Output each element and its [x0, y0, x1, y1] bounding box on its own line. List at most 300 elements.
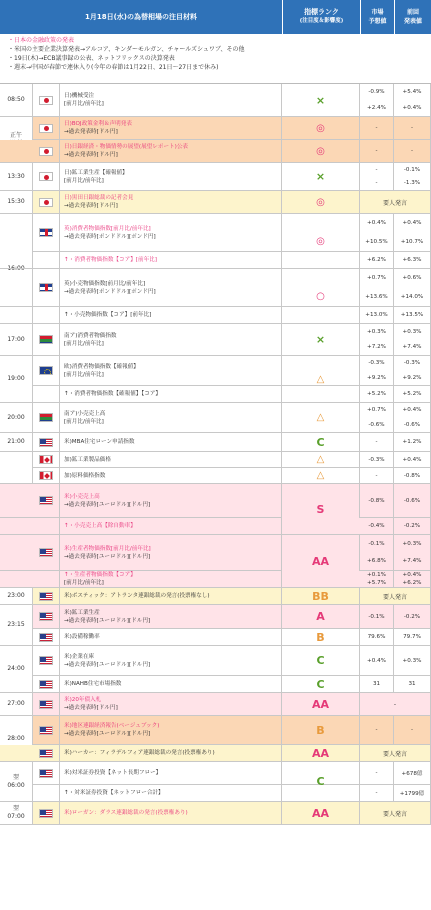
forecast-value: +6.2% [367, 257, 386, 263]
flag-cell [33, 802, 60, 825]
forecast-value: - [375, 148, 378, 154]
event-cell [60, 84, 282, 116]
flag-cell [33, 452, 60, 468]
note-line: ・日本の金融政策の発表 [8, 37, 75, 44]
previous-value: +6.2% [402, 580, 422, 586]
forecast-value: +13.0% [365, 312, 388, 318]
previous-value: -0.1% [403, 166, 421, 173]
forecast-value: - [375, 472, 378, 479]
previous-cell [394, 785, 431, 801]
forecast-value: -0.6% [368, 421, 385, 428]
previous-cell [394, 214, 431, 251]
previous-value: 31 [408, 681, 416, 687]
table-row [0, 84, 431, 117]
event-cell [60, 452, 282, 467]
event-line: 米)ボスティック：アトランタ連銀総裁の発言(投票権なし) [64, 593, 210, 599]
rank-badge: ◎ [282, 140, 360, 163]
flag-cell [33, 571, 60, 588]
event-cell [60, 433, 282, 451]
forecast-value: +0.4% [367, 657, 386, 664]
table-row [0, 356, 431, 386]
table-row [0, 646, 431, 676]
forecast-cell [360, 452, 394, 467]
previous-cell [394, 324, 431, 355]
forecast-value: -0.8% [368, 497, 385, 504]
forecast-value: - [375, 790, 378, 796]
time-cell: 16:00 [0, 214, 33, 324]
event-cell [60, 745, 282, 761]
jp-flag-icon [39, 124, 53, 133]
event-line: 加)原料価格指数 [64, 472, 106, 479]
event-cell [60, 693, 282, 715]
rank-badge: △ [282, 403, 360, 433]
time-cell: 17:00 [0, 324, 33, 356]
flag-cell [33, 716, 60, 745]
time-cell: 21:00 [0, 433, 33, 452]
event-line: 英)消費者物価指数[前月比/前年比] [64, 225, 151, 232]
previous-value: +0.6% [402, 275, 422, 282]
eu-flag-icon [39, 366, 53, 375]
rank-badge: △ [282, 468, 360, 484]
forecast-cell [360, 163, 394, 190]
table-row [0, 307, 431, 324]
value-merged: - [360, 693, 431, 715]
forecast-value: +7.2% [367, 344, 386, 351]
previous-value: +5.4% [402, 89, 422, 95]
forecast-cell [360, 403, 394, 432]
flag-cell [33, 629, 60, 646]
rank-title: 指標ランク [304, 8, 339, 16]
event-line: →過去発表時[ユーロドル][ドル円] [64, 661, 151, 668]
previous-value: +0.3% [402, 540, 422, 547]
forecast-cell [360, 605, 394, 628]
previous-value: -0.6% [403, 497, 421, 504]
forecast-value: 79.6% [367, 634, 386, 640]
forecast-value: -0.1% [368, 613, 385, 620]
table-row [0, 716, 431, 745]
event-cell [60, 518, 282, 534]
flag-cell [33, 433, 60, 452]
rank-badge: AA [282, 745, 360, 762]
previous-cell [394, 452, 431, 467]
forecast-value: +10.5% [365, 238, 388, 245]
forecast-value: -0.3% [368, 360, 385, 367]
us-flag-icon [39, 726, 53, 735]
us-flag-icon [39, 656, 53, 665]
forecast-value: -0.9% [368, 89, 385, 95]
flag-cell [33, 762, 60, 785]
time-cell: 23:00 [0, 588, 33, 605]
previous-cell [394, 403, 431, 432]
table-row [0, 745, 431, 762]
table-row [0, 762, 431, 785]
previous-value: - [410, 125, 414, 131]
forecast-value: -0.1% [368, 540, 385, 547]
table-row [0, 214, 431, 252]
time-cell: 翌 07:00 [0, 802, 33, 825]
forecast-cell [360, 762, 394, 784]
previous-label-1: 前回 [406, 9, 419, 16]
table-row [0, 324, 431, 356]
event-line: 日)鉱工業生産【確報値】 [64, 169, 128, 176]
us-flag-icon [39, 769, 53, 778]
forecast-cell [360, 785, 394, 801]
flag-cell [33, 214, 60, 252]
previous-cell [394, 518, 431, 534]
event-cell [60, 117, 282, 139]
event-line: ↑・小売売上高【除自動車】 [64, 523, 136, 529]
za-flag-icon [39, 335, 53, 344]
table-row [0, 693, 431, 716]
notes-box [0, 34, 431, 84]
previous-value: +7.4% [402, 344, 422, 351]
event-line: 米)ローガン：ダラス連銀総裁の発言(投票権あり) [64, 810, 188, 816]
previous-cell [394, 84, 431, 116]
forecast-value: - [375, 439, 378, 445]
event-line: →過去発表時[ユーロドル][ドル円] [64, 617, 151, 624]
forecast-cell [360, 307, 394, 323]
previous-cell [394, 646, 431, 675]
event-cell [60, 802, 282, 824]
rank-badge: AA [282, 693, 360, 716]
rank-badge: B [282, 629, 360, 646]
table-row [0, 403, 431, 433]
rank-badge: △ [282, 452, 360, 468]
previous-cell [394, 762, 431, 784]
previous-value: +14.0% [400, 293, 424, 300]
previous-value: +9.2% [402, 374, 422, 381]
rank-badge: × [282, 324, 360, 356]
flag-cell [33, 117, 60, 140]
time-cell: 13:30 [0, 163, 33, 191]
forecast-cell [360, 535, 394, 570]
jp-flag-icon [39, 147, 53, 156]
us-flag-icon [39, 700, 53, 709]
event-cell [60, 252, 282, 268]
previous-value: 79.7% [403, 634, 421, 640]
ca-flag-icon [39, 471, 53, 480]
time-cell: 20:00 [0, 403, 33, 433]
table-row [0, 433, 431, 452]
forecast-value: +13.6% [365, 293, 388, 300]
event-line: 米)ハーカー：フィラデルフィア連銀総裁の発言(投票権あり) [64, 750, 215, 756]
event-cell [60, 163, 282, 190]
event-cell [60, 716, 282, 744]
previous-value: +0.4% [402, 407, 422, 414]
note-line: ・米国の主要企業決算発表→アルコア、キンダーモルガン、チャールズシュワブ、その他 [8, 46, 245, 53]
forecast-cell [360, 140, 394, 162]
rank-badge: C [282, 762, 360, 802]
rank-badge: BB [282, 588, 360, 605]
table-row [0, 117, 431, 140]
previous-cell [394, 676, 431, 692]
previous-value: +0.4% [402, 105, 422, 111]
event-cell [60, 535, 282, 570]
jp-flag-icon [39, 198, 53, 207]
time-cell: 23:15 [0, 605, 33, 646]
event-line: 加)鉱工業製品価格 [64, 456, 111, 463]
previous-value: +13.5% [400, 312, 424, 318]
time-cell: 27:00 [0, 693, 33, 716]
previous-cell [394, 117, 431, 139]
forecast-label-1: 市場 [371, 9, 384, 16]
forecast-value: +0.1% [367, 572, 386, 578]
previous-value: +0.3% [402, 328, 422, 335]
previous-value: +0.4% [402, 456, 422, 463]
forecast-value: +0.4% [367, 220, 386, 227]
table-row [0, 140, 431, 163]
forecast-value: - [375, 180, 378, 187]
forecast-cell [360, 214, 394, 251]
forecast-value: +0.7% [367, 275, 386, 282]
previous-value: +10.7% [400, 238, 424, 245]
forecast-cell [360, 386, 394, 402]
flag-cell [33, 191, 60, 214]
jp-flag-icon [39, 172, 53, 181]
event-cell [60, 214, 282, 251]
ca-flag-icon [39, 455, 53, 464]
value-merged: 要人発言 [360, 802, 431, 824]
forecast-cell [360, 117, 394, 139]
previous-value: -1.3% [403, 180, 421, 187]
event-line: →過去発表時[ユーロドル][ドル円] [64, 731, 151, 737]
table-row [0, 535, 431, 571]
previous-cell [394, 356, 431, 385]
flag-cell [33, 252, 60, 269]
previous-value: +0.4% [402, 572, 422, 578]
table-row [0, 588, 431, 605]
table-row [0, 629, 431, 646]
rank-badge: △ [282, 356, 360, 403]
table-row [0, 484, 431, 518]
forecast-cell [360, 518, 394, 534]
forecast-cell [360, 484, 394, 517]
previous-value: +0.3% [402, 657, 422, 664]
event-cell [60, 324, 282, 355]
note-line: ・週末→中国が春節で連休入り(今年の春節は1月22日、21日〜27日まで休み) [8, 64, 219, 71]
rank-badge: ◎ [282, 214, 360, 269]
flag-cell [33, 356, 60, 386]
event-line: →過去発表時[ドル円] [64, 152, 118, 158]
forecast-cell [360, 84, 394, 116]
flag-cell [33, 484, 60, 518]
forecast-cell [360, 676, 394, 692]
previous-cell [394, 535, 431, 570]
flag-cell [33, 693, 60, 716]
flag-cell [33, 269, 60, 307]
previous-value: +7.4% [402, 558, 422, 565]
previous-value: +5.2% [402, 391, 422, 397]
event-line: ↑・消費者物価指数【コア】[前年比] [64, 257, 157, 263]
event-line: →過去発表時[ドル円] [64, 705, 118, 711]
table-row [0, 452, 431, 468]
rank-badge: C [282, 646, 360, 676]
event-line: 米)地区連銀経済報告(ベージュブック) [64, 723, 160, 729]
forecast-value: - [375, 166, 378, 173]
event-cell [60, 676, 282, 692]
event-line: 米)鉱工業生産 [64, 609, 100, 616]
us-flag-icon [39, 548, 53, 557]
event-line: →過去発表時[ドル円] [64, 203, 118, 209]
event-line: [前月比/前年比] [64, 418, 104, 425]
forecast-cell [360, 629, 394, 645]
event-cell [60, 588, 282, 604]
forecast-value: -0.3% [368, 456, 385, 463]
rank-badge: × [282, 163, 360, 191]
event-line: →過去発表時[ユーロドル][ドル円] [64, 553, 151, 560]
table-row [0, 605, 431, 629]
previous-value: +0.4% [402, 220, 422, 227]
event-cell [60, 191, 282, 213]
value-merged: 要人発言 [360, 588, 431, 604]
event-line: →過去発表時[ポンドドル][ポンド円] [64, 288, 156, 295]
time-cell: 19:00 [0, 356, 33, 403]
event-cell [60, 605, 282, 628]
forecast-value: +5.2% [367, 391, 386, 397]
table-row [0, 191, 431, 214]
event-line: 南ア)消費者物価指数 [64, 332, 117, 339]
previous-cell [394, 571, 431, 587]
us-flag-icon [39, 809, 53, 818]
table-row [0, 163, 431, 191]
forecast-value: +5.7% [367, 580, 386, 586]
rank-badge: ◎ [282, 191, 360, 214]
previous-cell [394, 386, 431, 402]
page-title: 1月18日(水)の為替相場の注目材料 [84, 13, 197, 21]
flag-cell [33, 324, 60, 356]
gb-flag-icon [39, 228, 53, 237]
flag-cell [33, 588, 60, 605]
event-line: 米)NAHB住宅市場指数 [64, 681, 122, 687]
event-cell [60, 386, 282, 402]
us-flag-icon [39, 496, 53, 505]
event-line: [前月比/前年比] [64, 340, 104, 347]
event-line: 米)対米証券投資【ネット長期フロー】 [64, 770, 162, 776]
forecast-cell [360, 269, 394, 306]
event-line: 日)日銀経済・物価情勢の展望(展望レポート)公表 [64, 144, 189, 150]
previous-value: +1799億 [399, 791, 425, 797]
table-row [0, 571, 431, 588]
previous-value: -0.2% [403, 613, 421, 620]
forecast-value: 31 [372, 681, 381, 687]
forecast-cell [360, 356, 394, 385]
previous-cell [394, 468, 431, 483]
event-line: 米)20年債入札 [64, 697, 102, 703]
forecast-cell [360, 433, 394, 451]
time-cell: 正午 [0, 117, 33, 163]
value-merged: 要人発言 [360, 745, 431, 761]
event-cell [60, 140, 282, 162]
event-cell [60, 762, 282, 784]
event-line: ↑・対米証券投資【ネットフロー合計】 [64, 790, 164, 796]
rank-badge: ◎ [282, 117, 360, 140]
forecast-cell [360, 324, 394, 355]
event-line: 欧)消費者物価指数【確報値】 [64, 363, 139, 370]
time-cell: 24:00 [0, 646, 33, 693]
forecast-cell [360, 571, 394, 587]
value-merged: 要人発言 [360, 191, 431, 213]
event-line: 米)小売売上高 [64, 493, 100, 500]
previous-value: +678億 [401, 771, 423, 777]
event-cell [60, 269, 282, 306]
rank-badge: S [282, 484, 360, 535]
rank-badge: B [282, 716, 360, 745]
rank-subtitle: (注目度＆影響度) [299, 18, 344, 24]
previous-value: +1.2% [402, 439, 422, 445]
event-cell [60, 307, 282, 323]
event-cell [60, 646, 282, 675]
event-line: 米)生産者物価指数[前月比/前年比] [64, 545, 151, 552]
forecast-value: - [375, 770, 378, 776]
event-cell [60, 403, 282, 432]
previous-value: - [410, 148, 414, 154]
flag-cell [33, 163, 60, 191]
flag-cell [33, 140, 60, 163]
time-cell: 28:00 [0, 716, 33, 762]
forecast-label-2: 予想値 [368, 18, 387, 25]
event-line: 日)黒田日銀総裁の記者会見 [64, 195, 134, 201]
us-flag-icon [39, 680, 53, 689]
event-line: →過去発表時[ポンドドル][ポンド円] [64, 233, 156, 240]
previous-cell [394, 605, 431, 628]
table-row [0, 802, 431, 825]
forecast-cell [360, 468, 394, 483]
flag-cell [33, 605, 60, 629]
forecast-column-header [360, 0, 394, 34]
forecast-value: +2.4% [367, 105, 386, 111]
event-line: →過去発表時[ドル円] [64, 129, 118, 135]
flag-cell [33, 386, 60, 403]
forecast-value: - [375, 125, 378, 131]
jp-flag-icon [39, 96, 53, 105]
event-line: [前月比/前年比] [64, 371, 104, 378]
flag-cell [33, 676, 60, 693]
table-row [0, 676, 431, 693]
flag-cell [33, 745, 60, 762]
note-line: ・19日(木)→ECB議事録の公表、ネットフリックスの決算発表 [8, 55, 175, 62]
time-cell: 08:50 [0, 84, 33, 117]
gb-flag-icon [39, 283, 53, 292]
table-row [0, 785, 431, 802]
event-cell [60, 484, 282, 517]
event-line: [前月比/前年比] [64, 101, 104, 107]
forecast-value: - [375, 727, 378, 733]
previous-cell [394, 269, 431, 306]
forecast-value: -0.4% [368, 523, 385, 529]
rank-badge: AA [282, 802, 360, 825]
previous-label-2: 発表値 [403, 18, 422, 25]
time-cell: 翌 06:00 [0, 762, 33, 802]
flag-cell [33, 646, 60, 676]
table-row [0, 386, 431, 403]
flag-cell [33, 518, 60, 535]
us-flag-icon [39, 749, 53, 758]
rank-badge: A [282, 605, 360, 629]
previous-cell [394, 484, 431, 517]
rank-badge: C [282, 433, 360, 452]
table-row [0, 518, 431, 535]
event-line: ↑・消費者物価指数【確報値】【コア】 [64, 391, 161, 397]
event-line: 米)設備稼働率 [64, 634, 100, 640]
event-line: [前月比/前年比] [64, 177, 104, 184]
us-flag-icon [39, 438, 53, 447]
event-cell [60, 468, 282, 483]
rank-badge: ○ [282, 269, 360, 324]
flag-cell [33, 468, 60, 484]
event-line: ↑・生産者物価指数【コア】 [64, 572, 136, 578]
event-line: →過去発表時[ユーロドル][ドル円] [64, 501, 151, 508]
previous-value: -0.3% [403, 360, 421, 367]
